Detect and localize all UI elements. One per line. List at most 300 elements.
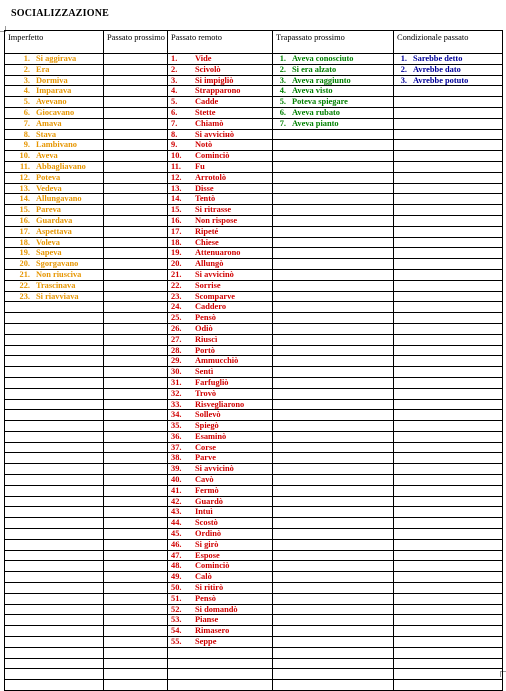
list-number: 4. bbox=[279, 86, 286, 96]
cell-passato-prossimo bbox=[104, 583, 168, 594]
verb-item: Scostò bbox=[195, 518, 218, 528]
cell-condizionale-passato bbox=[394, 475, 503, 486]
cell-imperfetto bbox=[5, 507, 104, 518]
cell-passato-prossimo bbox=[104, 86, 168, 97]
cell-condizionale-passato bbox=[394, 248, 503, 259]
cell-condizionale-passato bbox=[394, 604, 503, 615]
cell-trapassato-prossimo bbox=[273, 345, 394, 356]
cell-passato-prossimo bbox=[104, 54, 168, 65]
cell-trapassato-prossimo bbox=[273, 561, 394, 572]
cell-imperfetto bbox=[5, 421, 104, 432]
cell-passato-remoto bbox=[168, 496, 273, 507]
cell-condizionale-passato bbox=[394, 237, 503, 248]
cell-trapassato-prossimo bbox=[273, 161, 394, 172]
verb-item: Scomparve bbox=[195, 291, 236, 301]
cell-passato-prossimo bbox=[104, 475, 168, 486]
list-number: 9. bbox=[171, 140, 178, 150]
cell-passato-remoto bbox=[168, 431, 273, 442]
cell-trapassato-prossimo bbox=[273, 604, 394, 615]
table-row bbox=[5, 129, 503, 140]
cell-passato-prossimo bbox=[104, 172, 168, 183]
verb-item: Chiese bbox=[195, 237, 219, 247]
list-number: 42. bbox=[171, 496, 182, 506]
table-row bbox=[5, 259, 503, 270]
verb-item: Ripeté bbox=[195, 226, 219, 236]
verb-item: Dormiva bbox=[36, 75, 68, 85]
cell-passato-prossimo bbox=[104, 485, 168, 496]
list-number: 1. bbox=[171, 54, 178, 63]
verb-item: Si avvicinò bbox=[195, 269, 234, 279]
cell-condizionale-passato bbox=[394, 259, 503, 270]
cell-passato-prossimo bbox=[104, 356, 168, 367]
table-row bbox=[5, 345, 503, 356]
list-number: 37. bbox=[171, 442, 182, 452]
cell-condizionale-passato bbox=[394, 345, 503, 356]
cell-imperfetto bbox=[5, 399, 104, 410]
cell-imperfetto bbox=[5, 442, 104, 453]
table-row bbox=[5, 647, 503, 658]
list-number: 18. bbox=[19, 237, 30, 247]
cell-passato-prossimo bbox=[104, 539, 168, 550]
list-number: 13. bbox=[19, 183, 30, 193]
cell-trapassato-prossimo bbox=[273, 54, 394, 65]
list-number: 21. bbox=[19, 269, 30, 279]
cell-imperfetto bbox=[5, 410, 104, 421]
verb-item: Cominciò bbox=[195, 561, 230, 571]
list-number: 46. bbox=[171, 539, 182, 549]
list-number: 4. bbox=[171, 86, 178, 96]
cell-trapassato-prossimo bbox=[273, 485, 394, 496]
list-number: 36. bbox=[171, 431, 182, 441]
cell-condizionale-passato bbox=[394, 302, 503, 313]
cell-passato-remoto bbox=[168, 475, 273, 486]
cell-passato-remoto bbox=[168, 302, 273, 313]
list-number: 41. bbox=[171, 485, 182, 495]
cell-passato-prossimo bbox=[104, 669, 168, 680]
cell-trapassato-prossimo bbox=[273, 269, 394, 280]
table-row bbox=[5, 421, 503, 432]
cell-passato-remoto bbox=[168, 75, 273, 86]
list-number: 43. bbox=[171, 507, 182, 517]
cell-trapassato-prossimo bbox=[273, 658, 394, 669]
list-number: 32. bbox=[171, 388, 182, 398]
table-row bbox=[5, 107, 503, 118]
verb-item: Fu bbox=[195, 161, 205, 171]
cell-condizionale-passato bbox=[394, 129, 503, 140]
cell-passato-remoto bbox=[168, 367, 273, 378]
cell-imperfetto bbox=[5, 647, 104, 658]
cell-passato-remoto bbox=[168, 54, 273, 65]
verb-item: Farfugliò bbox=[195, 377, 229, 387]
list-number: 28. bbox=[171, 345, 182, 355]
cell-trapassato-prossimo bbox=[273, 140, 394, 151]
list-number: 12. bbox=[171, 172, 182, 182]
table-row bbox=[5, 626, 503, 637]
verb-item: Calò bbox=[195, 572, 212, 582]
verb-item: Aveva bbox=[36, 151, 58, 161]
list-number: 12. bbox=[19, 172, 30, 182]
cell-imperfetto bbox=[5, 561, 104, 572]
cell-condizionale-passato bbox=[394, 550, 503, 561]
verb-item: Non riusciva bbox=[36, 269, 82, 279]
cell-passato-remoto bbox=[168, 615, 273, 626]
cell-passato-prossimo bbox=[104, 593, 168, 604]
cell-imperfetto bbox=[5, 550, 104, 561]
verb-item: Guardò bbox=[195, 496, 223, 506]
verb-tense-table bbox=[4, 30, 503, 691]
verb-item: Avrebbe potuto bbox=[413, 75, 469, 85]
table-row bbox=[5, 75, 503, 86]
cell-passato-prossimo bbox=[104, 680, 168, 691]
cell-trapassato-prossimo bbox=[273, 151, 394, 162]
cell-condizionale-passato bbox=[394, 410, 503, 421]
cell-imperfetto bbox=[5, 291, 104, 302]
list-number: 5. bbox=[279, 97, 286, 107]
list-number: 40. bbox=[171, 475, 182, 485]
cell-passato-remoto bbox=[168, 529, 273, 540]
cell-condizionale-passato bbox=[394, 172, 503, 183]
list-number: 27. bbox=[171, 334, 182, 344]
cell-imperfetto bbox=[5, 539, 104, 550]
cell-condizionale-passato bbox=[394, 215, 503, 226]
list-number: 2. bbox=[171, 64, 178, 74]
verb-item: Allungò bbox=[195, 259, 224, 269]
cell-passato-prossimo bbox=[104, 291, 168, 302]
list-number: 24. bbox=[171, 302, 182, 312]
cell-imperfetto bbox=[5, 658, 104, 669]
cell-imperfetto bbox=[5, 669, 104, 680]
list-number: 22. bbox=[19, 280, 30, 290]
cell-passato-remoto bbox=[168, 183, 273, 194]
list-number: 3. bbox=[400, 75, 407, 85]
cell-condizionale-passato bbox=[394, 453, 503, 464]
table-row bbox=[5, 237, 503, 248]
cell-passato-remoto bbox=[168, 215, 273, 226]
cell-trapassato-prossimo bbox=[273, 583, 394, 594]
cell-trapassato-prossimo bbox=[273, 475, 394, 486]
cell-trapassato-prossimo bbox=[273, 259, 394, 270]
verb-item: Trovò bbox=[195, 388, 217, 398]
cell-imperfetto bbox=[5, 334, 104, 345]
cell-trapassato-prossimo bbox=[273, 183, 394, 194]
list-number: 19. bbox=[171, 248, 182, 258]
verb-item: Odiò bbox=[195, 323, 213, 333]
cell-trapassato-prossimo bbox=[273, 453, 394, 464]
table-row bbox=[5, 496, 503, 507]
verb-item: Attenuarono bbox=[195, 248, 241, 258]
list-number: 2. bbox=[23, 64, 30, 74]
cell-passato-remoto bbox=[168, 539, 273, 550]
cell-trapassato-prossimo bbox=[273, 248, 394, 259]
list-number: 18. bbox=[171, 237, 182, 247]
cell-passato-prossimo bbox=[104, 464, 168, 475]
cell-imperfetto bbox=[5, 302, 104, 313]
table-row bbox=[5, 507, 503, 518]
cell-trapassato-prossimo bbox=[273, 431, 394, 442]
verb-item: Si avviciнò bbox=[195, 129, 235, 139]
cell-passato-remoto bbox=[168, 226, 273, 237]
cell-trapassato-prossimo bbox=[273, 518, 394, 529]
cell-imperfetto bbox=[5, 237, 104, 248]
cell-passato-remoto bbox=[168, 172, 273, 183]
header-imperfetto: Imperfetto bbox=[5, 31, 104, 54]
verb-item: Si domandò bbox=[195, 604, 238, 614]
cell-passato-prossimo bbox=[104, 453, 168, 464]
cell-condizionale-passato bbox=[394, 118, 503, 129]
table-row bbox=[5, 485, 503, 496]
cell-passato-prossimo bbox=[104, 637, 168, 648]
cell-trapassato-prossimo bbox=[273, 129, 394, 140]
cell-condizionale-passato bbox=[394, 615, 503, 626]
list-number: 3. bbox=[23, 75, 30, 85]
cell-passato-prossimo bbox=[104, 518, 168, 529]
cell-imperfetto bbox=[5, 604, 104, 615]
cell-passato-prossimo bbox=[104, 399, 168, 410]
table-row bbox=[5, 291, 503, 302]
cell-passato-prossimo bbox=[104, 410, 168, 421]
table-row bbox=[5, 215, 503, 226]
list-number: 9. bbox=[23, 140, 30, 150]
cell-condizionale-passato bbox=[394, 561, 503, 572]
table-row bbox=[5, 442, 503, 453]
list-number: 11. bbox=[171, 161, 182, 171]
list-number: 7. bbox=[23, 118, 30, 128]
cell-imperfetto bbox=[5, 377, 104, 388]
cell-passato-prossimo bbox=[104, 421, 168, 432]
list-number: 6. bbox=[23, 107, 30, 117]
cell-condizionale-passato bbox=[394, 507, 503, 518]
verb-item: Stava bbox=[36, 129, 57, 139]
cell-trapassato-prossimo bbox=[273, 280, 394, 291]
cell-passato-prossimo bbox=[104, 226, 168, 237]
cell-passato-remoto bbox=[168, 86, 273, 97]
cell-condizionale-passato bbox=[394, 183, 503, 194]
cell-passato-remoto bbox=[168, 205, 273, 216]
cell-trapassato-prossimo bbox=[273, 172, 394, 183]
cell-condizionale-passato bbox=[394, 140, 503, 151]
cell-condizionale-passato bbox=[394, 205, 503, 216]
cell-trapassato-prossimo bbox=[273, 86, 394, 97]
verb-item: Stette bbox=[195, 107, 216, 117]
cell-condizionale-passato bbox=[394, 529, 503, 540]
cell-passato-remoto bbox=[168, 669, 273, 680]
list-number: 7. bbox=[171, 118, 178, 128]
cell-trapassato-prossimo bbox=[273, 313, 394, 324]
cell-trapassato-prossimo bbox=[273, 399, 394, 410]
cell-passato-prossimo bbox=[104, 205, 168, 216]
cell-condizionale-passato bbox=[394, 637, 503, 648]
table-row bbox=[5, 464, 503, 475]
list-number: 20. bbox=[19, 259, 30, 269]
list-number: 5. bbox=[23, 97, 30, 107]
cell-passato-remoto bbox=[168, 248, 273, 259]
verb-item: Si riavviava bbox=[36, 291, 79, 301]
cell-imperfetto bbox=[5, 280, 104, 291]
list-number: 5. bbox=[171, 97, 178, 107]
list-number: 39. bbox=[171, 464, 182, 474]
cell-passato-remoto bbox=[168, 161, 273, 172]
cell-passato-prossimo bbox=[104, 269, 168, 280]
list-number: 2. bbox=[279, 64, 286, 74]
table-row bbox=[5, 539, 503, 550]
cell-trapassato-prossimo bbox=[273, 118, 394, 129]
verb-item: Vedeva bbox=[36, 183, 62, 193]
list-number: 23. bbox=[19, 291, 30, 301]
cell-imperfetto bbox=[5, 680, 104, 691]
table-row bbox=[5, 64, 503, 75]
cell-condizionale-passato bbox=[394, 669, 503, 680]
cell-trapassato-prossimo bbox=[273, 496, 394, 507]
list-number: 6. bbox=[171, 107, 178, 117]
list-number: 22. bbox=[171, 280, 182, 290]
table-row bbox=[5, 431, 503, 442]
cell-condizionale-passato bbox=[394, 107, 503, 118]
cell-passato-remoto bbox=[168, 604, 273, 615]
cell-condizionale-passato bbox=[394, 194, 503, 205]
cell-condizionale-passato bbox=[394, 518, 503, 529]
cell-condizionale-passato bbox=[394, 313, 503, 324]
cell-passato-remoto bbox=[168, 583, 273, 594]
cell-passato-remoto bbox=[168, 334, 273, 345]
table-row bbox=[5, 572, 503, 583]
header-trapassato-prossimo: Trapassato prossimo bbox=[273, 31, 394, 54]
table-row bbox=[5, 86, 503, 97]
cell-passato-prossimo bbox=[104, 215, 168, 226]
cell-passato-prossimo bbox=[104, 183, 168, 194]
cell-trapassato-prossimo bbox=[273, 356, 394, 367]
cell-passato-prossimo bbox=[104, 129, 168, 140]
verb-item: Si aggirava bbox=[36, 54, 77, 63]
table-row bbox=[5, 637, 503, 648]
cell-condizionale-passato bbox=[394, 421, 503, 432]
list-number: 25. bbox=[171, 313, 182, 323]
cell-passato-remoto bbox=[168, 550, 273, 561]
list-number: 38. bbox=[171, 453, 182, 463]
verb-item: Poteva spiegare bbox=[292, 97, 348, 107]
verb-item: Caddero bbox=[195, 302, 227, 312]
list-number: 15. bbox=[171, 205, 182, 215]
table-row bbox=[5, 377, 503, 388]
cell-passato-prossimo bbox=[104, 302, 168, 313]
cell-passato-prossimo bbox=[104, 151, 168, 162]
list-number: 17. bbox=[171, 226, 182, 236]
cell-passato-remoto bbox=[168, 97, 273, 108]
header-passato-remoto: Passato remoto bbox=[168, 31, 273, 54]
verb-item: Aspettava bbox=[36, 226, 72, 236]
table-row bbox=[5, 658, 503, 669]
verb-item: Lambivano bbox=[36, 140, 77, 150]
cell-condizionale-passato bbox=[394, 226, 503, 237]
cell-trapassato-prossimo bbox=[273, 550, 394, 561]
cell-passato-prossimo bbox=[104, 161, 168, 172]
cell-condizionale-passato bbox=[394, 680, 503, 691]
cell-imperfetto bbox=[5, 367, 104, 378]
table-row bbox=[5, 269, 503, 280]
table-row bbox=[5, 680, 503, 691]
cell-imperfetto bbox=[5, 453, 104, 464]
cell-passato-prossimo bbox=[104, 259, 168, 270]
list-number: 13. bbox=[171, 183, 182, 193]
verb-item: Espose bbox=[195, 550, 220, 560]
cell-condizionale-passato bbox=[394, 151, 503, 162]
header-condizionale-passato: Condizionale passato bbox=[394, 31, 503, 54]
table-row bbox=[5, 550, 503, 561]
table-row bbox=[5, 583, 503, 594]
cell-condizionale-passato bbox=[394, 356, 503, 367]
cell-condizionale-passato bbox=[394, 54, 503, 65]
cell-imperfetto bbox=[5, 226, 104, 237]
list-number: 20. bbox=[171, 259, 182, 269]
list-number: 50. bbox=[171, 583, 182, 593]
cell-condizionale-passato bbox=[394, 280, 503, 291]
list-number: 8. bbox=[171, 129, 178, 139]
verb-item: Intuì bbox=[195, 507, 213, 517]
list-number: 6. bbox=[279, 107, 286, 117]
list-number: 26. bbox=[171, 323, 182, 333]
list-number: 33. bbox=[171, 399, 182, 409]
verb-item: Aveva pianto bbox=[292, 118, 339, 128]
cell-passato-remoto bbox=[168, 140, 273, 151]
cell-condizionale-passato bbox=[394, 161, 503, 172]
verb-item: Aveva visto bbox=[292, 86, 333, 96]
cell-passato-prossimo bbox=[104, 442, 168, 453]
cell-imperfetto bbox=[5, 172, 104, 183]
cell-passato-prossimo bbox=[104, 97, 168, 108]
cell-passato-prossimo bbox=[104, 507, 168, 518]
table-row bbox=[5, 453, 503, 464]
cell-condizionale-passato bbox=[394, 367, 503, 378]
table-row bbox=[5, 669, 503, 680]
list-number: 48. bbox=[171, 561, 182, 571]
cell-trapassato-prossimo bbox=[273, 334, 394, 345]
list-number: 1. bbox=[400, 54, 407, 63]
cell-imperfetto bbox=[5, 464, 104, 475]
cell-trapassato-prossimo bbox=[273, 637, 394, 648]
cell-trapassato-prossimo bbox=[273, 107, 394, 118]
verb-item: Strapparono bbox=[195, 86, 241, 96]
verb-item: Trascinava bbox=[36, 280, 76, 290]
verb-item: Pensò bbox=[195, 593, 216, 603]
cell-condizionale-passato bbox=[394, 583, 503, 594]
verb-item: Ordinò bbox=[195, 529, 222, 539]
verb-item: Parve bbox=[195, 453, 216, 463]
list-number: 8. bbox=[23, 129, 30, 139]
table-row bbox=[5, 172, 503, 183]
cell-trapassato-prossimo bbox=[273, 615, 394, 626]
cell-imperfetto bbox=[5, 140, 104, 151]
list-number: 34. bbox=[171, 410, 182, 420]
verb-item: Giocavano bbox=[36, 107, 75, 117]
verb-item: Si avvicinò bbox=[195, 464, 234, 474]
cell-trapassato-prossimo bbox=[273, 226, 394, 237]
cell-passato-remoto bbox=[168, 345, 273, 356]
cell-condizionale-passato bbox=[394, 431, 503, 442]
verb-item: Cominciò bbox=[195, 151, 230, 161]
verb-item: Scivolò bbox=[195, 64, 221, 74]
cell-passato-prossimo bbox=[104, 140, 168, 151]
table-row bbox=[5, 475, 503, 486]
cell-condizionale-passato bbox=[394, 97, 503, 108]
table-body bbox=[5, 54, 503, 691]
cell-imperfetto bbox=[5, 269, 104, 280]
cell-condizionale-passato bbox=[394, 334, 503, 345]
cell-imperfetto bbox=[5, 97, 104, 108]
cell-condizionale-passato bbox=[394, 485, 503, 496]
cell-condizionale-passato bbox=[394, 64, 503, 75]
verb-item: Allungavano bbox=[36, 194, 82, 204]
cell-condizionale-passato bbox=[394, 496, 503, 507]
cell-passato-remoto bbox=[168, 280, 273, 291]
